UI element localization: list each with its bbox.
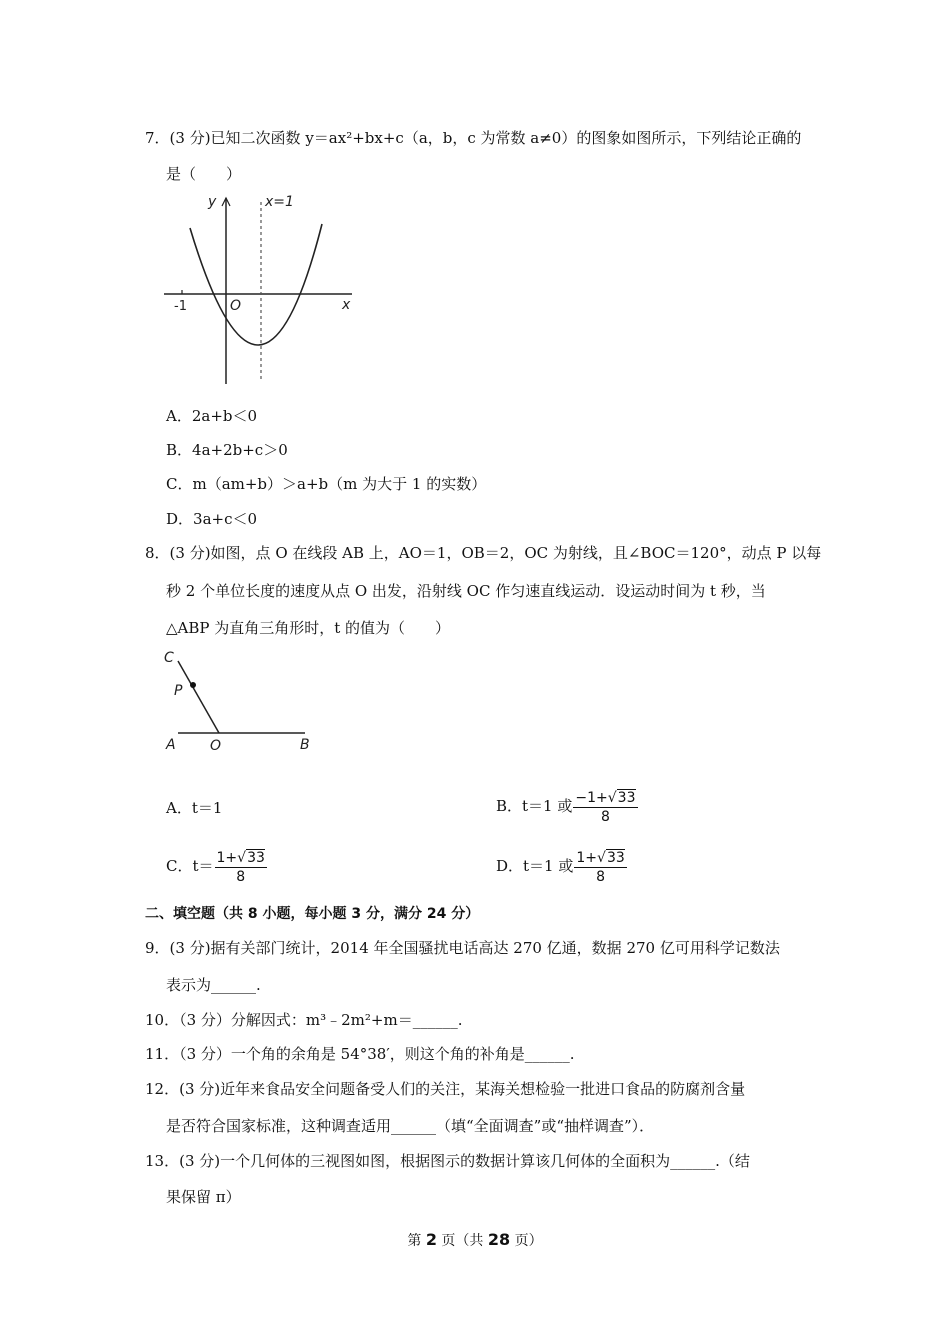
q8-option-b-fraction: $\frac{-1+√33}{8}$: [575, 790, 636, 825]
q8-option-b: [496, 789, 638, 825]
q7-parabola-figure: [160, 188, 360, 388]
q9-stem-line2: 表示为______.: [166, 976, 261, 994]
q8-option-d: [496, 849, 627, 885]
q8-option-c: [166, 849, 267, 885]
q12-stem-line1: 12．(3 分)近年来食品安全问题备受人们的关注，某海关想检验一批进口食品的防腐剂含量: [145, 1080, 746, 1098]
q12-stem-line2: 是否符合国家标准，这种调查适用______（填“全面调查”或“抽样调查”）．: [166, 1117, 655, 1135]
footer-page-number: 2: [425, 1230, 437, 1249]
q8-option-a: A．t＝1: [166, 799, 223, 817]
q7-option-b: B．4a+2b+c＞0: [166, 441, 288, 459]
q8-stem-line2: 秒 2 个单位长度的速度从点 O 出发，沿射线 OC 作匀速直线运动．设运动时间为 t 秒，当: [166, 582, 766, 600]
q8-option-c-radicand: 33: [247, 850, 265, 866]
footer-middle: 页（共: [436, 1233, 488, 1249]
q13-stem-line1: 13．(3 分)一个几何体的三视图如图，根据图示的数据计算该几何体的全面积为______.（结: [145, 1152, 750, 1170]
q8-option-d-fraction: $\frac{1+√33}{8}$: [576, 850, 625, 885]
q7-option-d: D．3a+c＜0: [166, 510, 258, 528]
q13-stem-line2: 果保留 π）: [166, 1188, 241, 1206]
q8-label-c: C: [164, 650, 174, 666]
q7-y-axis-label: y: [208, 194, 217, 210]
q8-option-d-radicand: 33: [606, 850, 625, 866]
q8-option-c-fraction: $\frac{1+√33}{8}$: [216, 850, 265, 885]
footer-suffix: 页）: [510, 1233, 543, 1249]
q8-option-d-num: 1+: [576, 850, 598, 866]
q8-option-b-prefix: B．t＝1 或: [496, 797, 573, 815]
q8-option-b-num: −1+: [575, 790, 608, 806]
q8-label-b: B: [300, 737, 310, 753]
q8-ray-figure: [160, 644, 320, 756]
section-heading-fill-in: 二、填空题（共 8 小题，每小题 3 分，满分 24 分）: [145, 906, 480, 922]
q8-stem-line3: △ABP 为直角三角形时，t 的值为（ ）: [166, 619, 451, 637]
q8-label-o: O: [210, 738, 222, 754]
q8-option-d-prefix: D．t＝1 或: [496, 857, 574, 875]
q7-stem-line2: 是（ ）: [166, 165, 242, 183]
q8-stem-line1: 8．(3 分)如图，点 O 在线段 AB 上，AO＝1，OB＝2，OC 为射线，且∠BOC＝120°，动点 P 以每: [145, 544, 822, 562]
q7-stem-line1: 7．(3 分)已知二次函数 y＝ax²+bx+c（a，b，c 为常数 a≠0）的图象如图所示，下列结论正确的: [145, 129, 802, 147]
q8-label-p: P: [174, 683, 183, 699]
q10-stem: 10．（3 分）分解因式：m³﹣2m²+m＝______.: [145, 1011, 463, 1029]
footer-prefix: 第: [407, 1233, 426, 1249]
page-footer: [0, 1230, 950, 1250]
q7-origin-label: O: [230, 298, 242, 314]
q7-option-c: C．m（am+b）＞a+b（m 为大于 1 的实数）: [166, 475, 487, 493]
q8-option-c-prefix: C．t＝: [166, 857, 214, 875]
q8-option-c-num: 1+: [216, 850, 238, 866]
q8-option-b-radicand: 33: [617, 790, 636, 806]
q7-x-axis-label: x: [342, 297, 351, 313]
q8-option-c-den: 8: [236, 869, 246, 885]
q8-option-b-den: 8: [600, 809, 610, 825]
q7-tick-neg1-label: -1: [174, 299, 187, 314]
q11-stem: 11．（3 分）一个角的余角是 54°38′，则这个角的补角是______.: [145, 1045, 575, 1063]
q8-label-a: A: [166, 737, 176, 753]
q9-stem-line1: 9．(3 分)据有关部门统计，2014 年全国骚扰电话高达 270 亿通，数据 270 亿可用科学记数法: [145, 939, 780, 957]
footer-total-pages: 28: [487, 1230, 511, 1249]
q7-option-a: A．2a+b＜0: [166, 407, 258, 425]
q8-option-d-den: 8: [596, 869, 606, 885]
q7-symmetry-label: x=1: [265, 194, 294, 210]
